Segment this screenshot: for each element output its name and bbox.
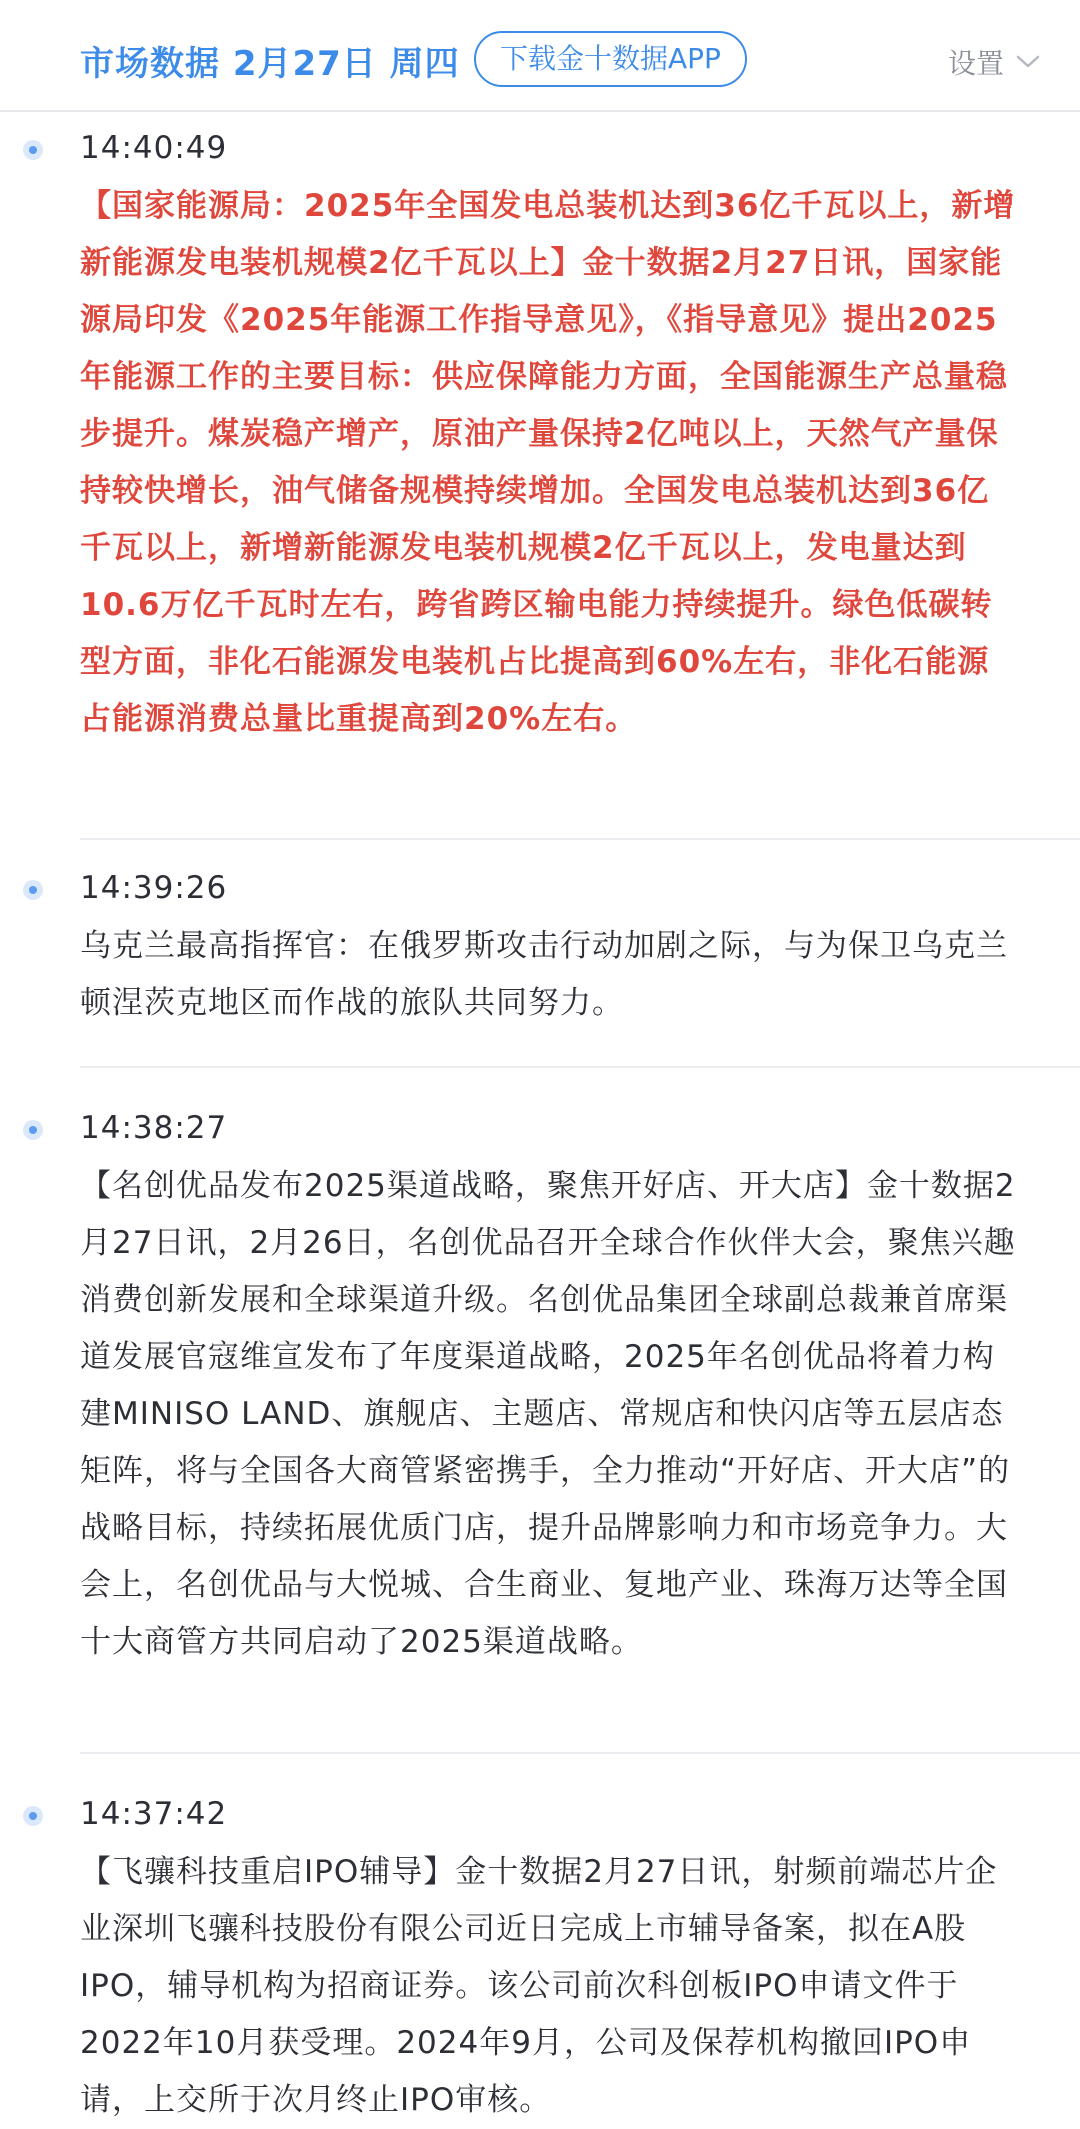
- news-content: 乌克兰最高指挥官：在俄罗斯攻击行动加剧之际，与为保卫乌克兰顿涅茨克地区而作战的旅队共同努力。: [80, 928, 1008, 1021]
- news-content: 【国家能源局：2025年全国发电总装机达到36亿千瓦以上，新增新能源发电装机规模2亿千瓦以上】金十数据2月27日讯，国家能源局印发《2025年能源工作指导意见》，《指导意见》提出2025年能源工作的主要目标：供应保障能力方面，全国能源生产总量稳步提升。煤炭稳产增产，原油产量保持2亿吨以上，天然气产量保持较快增长，油气储备规模持续增加。全国发电总装机达到36亿千瓦以上，新增新能源发电装机规模2亿千瓦以上，发电量达到10.6万亿千瓦时左右，跨省跨区输电能力持续提升。绿色低碳转型方面，非化石能源发电装机占比提高到60%左右，非化石能源占能源消费总量比重提高到20%左右。: [80, 188, 1016, 737]
- page-title: 市场数据 2月27日 周四: [80, 44, 460, 84]
- news-item[interactable]: [80, 1754, 1080, 2120]
- news-content: 【名创优品发布2025渠道战略，聚焦开好店、开大店】金十数据2月27日讯，2月26日，名创优品召开全球合作伙伴大会，聚焦兴趣消费创新发展和全球渠道升级。名创优品集团全球副总裁兼首席渠道发展官寇维宣发布了年度渠道战略，2025年名创优品将着力构建MINISO LAND、旗舰店、主题店、常规店和快闪店等五层店态矩阵，将与全国各大商管紧密携手，全力推动“开好店、开大店”的战略目标，持续拓展优质门店，提升品牌影响力和市场竞争力。大会上，名创优品与大悦城、合生商业、复地产业、珠海万达等全国十大商管方共同启动了2025渠道战略。: [80, 1168, 1016, 1660]
- news-content: 【飞骧科技重启IPO辅导】金十数据2月27日讯，射频前端芯片企业深圳飞骧科技股份有限公司近日完成上市辅导备案，拟在A股IPO，辅导机构为招商证券。该公司前次科创板IPO申请文件于2022年10月获受理。2024年9月，公司及保荐机构撤回IPO申请，上交所于次月终止IPO审核。: [80, 1854, 998, 2118]
- news-item[interactable]: [80, 112, 1080, 840]
- settings-button[interactable]: [948, 42, 1040, 82]
- news-item[interactable]: [80, 840, 1080, 1068]
- settings-label: 设置: [947, 47, 1004, 80]
- timeline-dot-icon: [23, 140, 43, 160]
- news-time: 14:37:42: [80, 1796, 228, 1832]
- news-item[interactable]: [80, 1068, 1080, 1754]
- timeline-dot-icon: [23, 880, 43, 900]
- timeline-dot-icon: [23, 1806, 43, 1826]
- news-feed: [0, 112, 1080, 2120]
- news-time: 14:39:26: [80, 870, 228, 906]
- header: [0, 0, 1080, 112]
- news-time: 14:38:27: [80, 1110, 228, 1146]
- download-app-button[interactable]: 下载金十数据APP: [474, 31, 747, 87]
- timeline-dot-icon: [23, 1120, 43, 1140]
- chevron-down-icon: [1016, 55, 1040, 69]
- news-time: 14:40:49: [80, 130, 228, 166]
